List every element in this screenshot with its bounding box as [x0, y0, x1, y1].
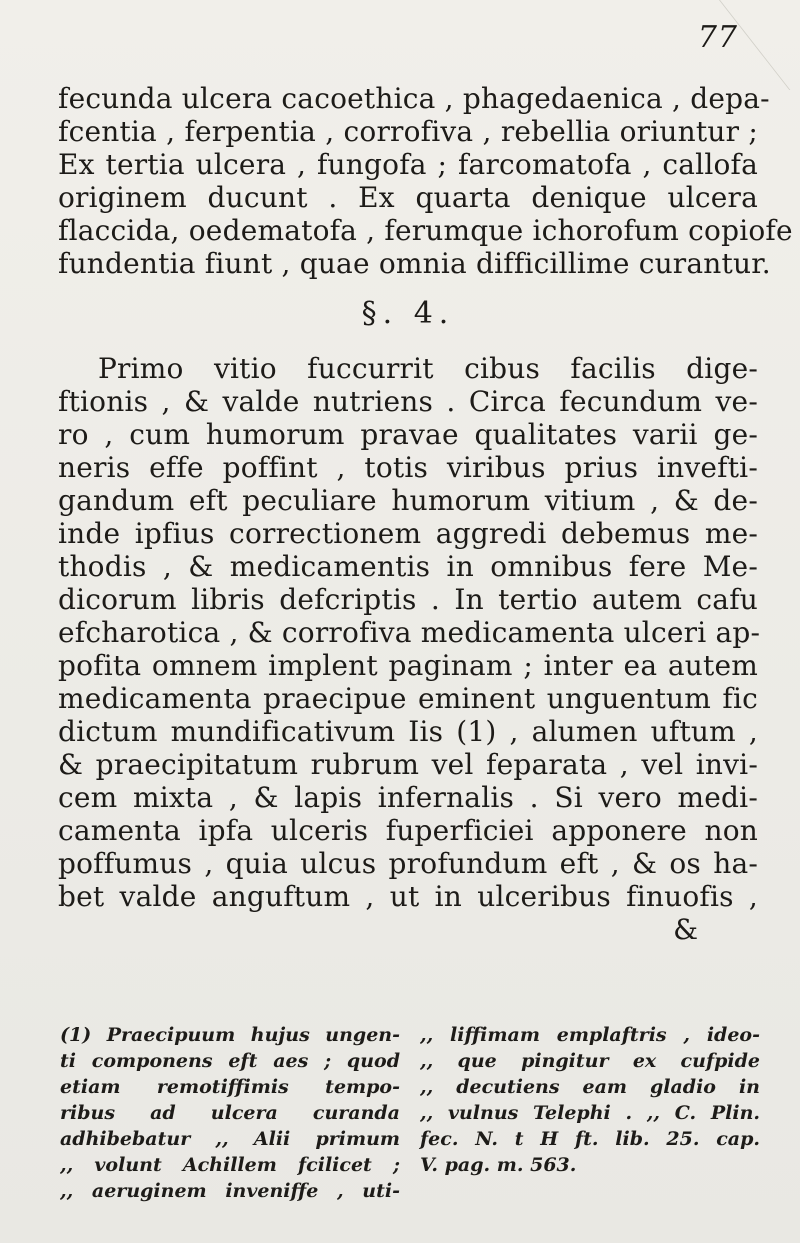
catchword: &	[673, 913, 698, 946]
section-heading: §. 4.	[361, 296, 455, 331]
text-line: flaccida, oedematofa , ferumque ichorofum copiofe	[58, 214, 793, 247]
text-line: pofita omnem implent paginam ; inter ea autem	[58, 649, 758, 682]
text-line: ro , cum humorum pravae qualitates varii ge-	[58, 418, 758, 451]
footnote-line: ,, liffimam emplaftris , ideo-	[420, 1024, 760, 1046]
footnote-line: fec. N. t H ft. lib. 25. cap.	[420, 1128, 760, 1150]
text-line: dicorum libris defcriptis . In tertio autem cafu	[58, 583, 758, 616]
text-line: dictum mundificativum Iis (1) , alumen uftum ,	[58, 715, 758, 748]
text-line: fecunda ulcera cacoethica , phagedaenica , depa-	[58, 82, 770, 115]
page-number: 77	[697, 20, 738, 55]
main-text	[58, 82, 793, 946]
text-line: Primo vitio fuccurrit cibus facilis dige-	[98, 352, 758, 385]
text-line: thodis , & medicamentis in omnibus fere Me-	[58, 550, 758, 583]
text-line: originem ducunt . Ex quarta denique ulcera	[58, 181, 758, 214]
text-line: ftionis , & valde nutriens . Circa fecundum ve-	[58, 385, 758, 418]
text-line: neris effe poffint , totis viribus prius invefti-	[58, 451, 758, 484]
footnote-column-right	[420, 1022, 760, 1204]
text-line: gandum eft peculiare humorum vitium , & de-	[58, 484, 758, 517]
footnote-line: ,, que pingitur ex cufpide	[420, 1050, 760, 1072]
footnote-line: ,, vulnus Telephi . ,, C. Plin.	[420, 1102, 760, 1124]
text-line: medicamenta praecipue eminent unguentum fic	[58, 682, 758, 715]
footnote-line: (1) Praecipuum hujus ungen-	[60, 1024, 400, 1046]
footnote-line: ,, decutiens eam gladio in	[420, 1076, 760, 1098]
text-line: fcentia , ferpentia , corrofiva , rebellia oriuntur ;	[58, 115, 758, 148]
footnote-line: ribus ad ulcera curanda	[60, 1102, 400, 1124]
footnote-column-left	[60, 1022, 400, 1204]
text-line: & praecipitatum rubrum vel feparata , vel invi-	[58, 748, 758, 781]
footnote-line: ti componens eft aes ; quod	[60, 1050, 400, 1072]
text-line: Ex tertia ulcera , fungofa ; farcomatofa , callofa	[58, 148, 758, 181]
footnote-line: etiam remotiffimis tempo-	[60, 1076, 400, 1098]
text-line: camenta ipfa ulceris fuperficiei apponere non	[58, 814, 758, 847]
text-line: fundentia fiunt , quae omnia difficillime curantur.	[58, 247, 771, 280]
footnote-line: V. pag. m. 563.	[420, 1154, 577, 1176]
text-line: efcharotica , & corrofiva medicamenta ulceri ap-	[58, 616, 761, 649]
footnotes	[60, 1022, 760, 1204]
footnote-line: ,, aeruginem inveniffe , uti-	[60, 1180, 400, 1202]
text-line: bet valde anguftum , ut in ulceribus finuofis ,	[58, 880, 758, 913]
footnote-line: adhibebatur ,, Alii primum	[60, 1128, 400, 1150]
footnote-line: ,, volunt Achillem fcilicet ;	[60, 1154, 400, 1176]
text-line: inde ipfius correctionem aggredi debemus me-	[58, 517, 758, 550]
text-line: cem mixta , & lapis infernalis . Si vero medi-	[58, 781, 758, 814]
text-line: poffumus , quia ulcus profundum eft , & os ha-	[58, 847, 758, 880]
